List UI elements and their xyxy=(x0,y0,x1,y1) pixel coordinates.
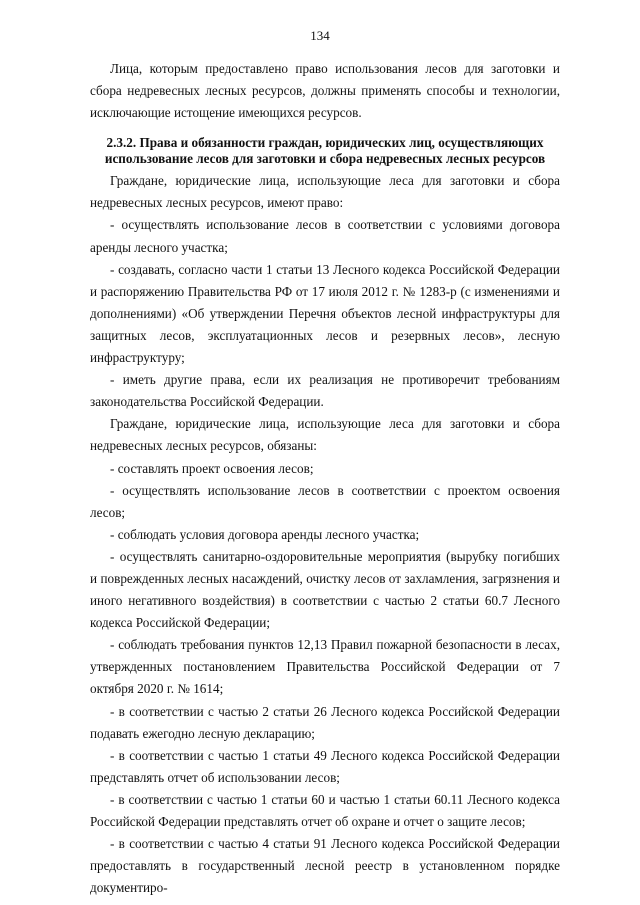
obligations-item-9: - в соответствии с частью 4 статьи 91 Лесного кодекса Российской Федерации предоставлять в государственный лесной реестр в установленном порядке документиро- xyxy=(90,836,560,896)
page-number: 134 xyxy=(310,28,330,43)
obligations-item-2: - осуществлять использование лесов в соответствии с проектом освоения лесов; xyxy=(90,482,560,520)
section-heading-line-1: 2.3.2. Права и обязанности граждан, юридических лиц, осуществляющих xyxy=(106,135,544,151)
obligations-item-7: - в соответствии с частью 1 статьи 49 Лесного кодекса Российской Федерации представлять отчет об использовании лесов; xyxy=(90,747,560,785)
obligations-item-4: - осуществлять санитарно-оздоровительные мероприятия (вырубку погибших и поврежденных лесных насаждений, очистку лесов от захламления, загрязнения и иного негативного воздействия) в соответствии с частью 2 статьи 60.7 Лесного кодекса Российской Федерации; xyxy=(90,548,560,631)
intro-paragraph: Лица, которым предоставлено право использования лесов для заготовки и сбора недревесных лесных ресурсов, должны применять способы и технологии, исключающие истощение имеющихся ресурсов. xyxy=(90,61,560,121)
rights-intro-paragraph: Граждане, юридические лица, использующие леса для заготовки и сбора недревесных лесных ресурсов, имеют право: xyxy=(90,173,560,211)
obligations-item-6: - в соответствии с частью 2 статьи 26 Лесного кодекса Российской Федерации подавать ежегодно лесную декларацию; xyxy=(90,703,560,741)
rights-item-2: - создавать, согласно части 1 статьи 13 Лесного кодекса Российской Федерации и распоряжению Правительства РФ от 17 июля 2012 г. № 1283-р (с изменениями и дополнениями) «Об утверждении Перечня объектов лесной инфраструктуры для защитных лесов, эксплуатационных лесов и резервных лесов», лесную инфраструктуру; xyxy=(90,261,560,366)
rights-item-3: - иметь другие права, если их реализация не противоречит требованиям законодательства Российской Федерации. xyxy=(90,372,560,410)
section-heading-line-2: использование лесов для заготовки и сбора недревесных лесных ресурсов xyxy=(104,150,546,166)
obligations-intro-paragraph: Граждане, юридические лица, использующие леса для заготовки и сбора недревесных лесных ресурсов, обязаны: xyxy=(90,416,560,454)
obligations-item-3: - соблюдать условия договора аренды лесного участка; xyxy=(110,526,420,542)
obligations-item-5: - соблюдать требования пунктов 12,13 Правил пожарной безопасности в лесах, утвержденных постановлением Правительства Российской Федерации от 7 октября 2020 г. № 1614; xyxy=(90,637,560,697)
obligations-item-8: - в соответствии с частью 1 статьи 60 и частью 1 статьи 60.11 Лесного кодекса Российской Федерации представлять отчет об охране и отчет о защите лесов; xyxy=(90,791,560,829)
spacer xyxy=(90,124,560,135)
document-body xyxy=(90,58,560,899)
rights-item-1: - осуществлять использование лесов в соответствии с условиями договора аренды лесного участка; xyxy=(90,217,560,255)
obligations-item-1: - составлять проект освоения лесов; xyxy=(110,460,314,476)
section-heading xyxy=(90,135,560,166)
